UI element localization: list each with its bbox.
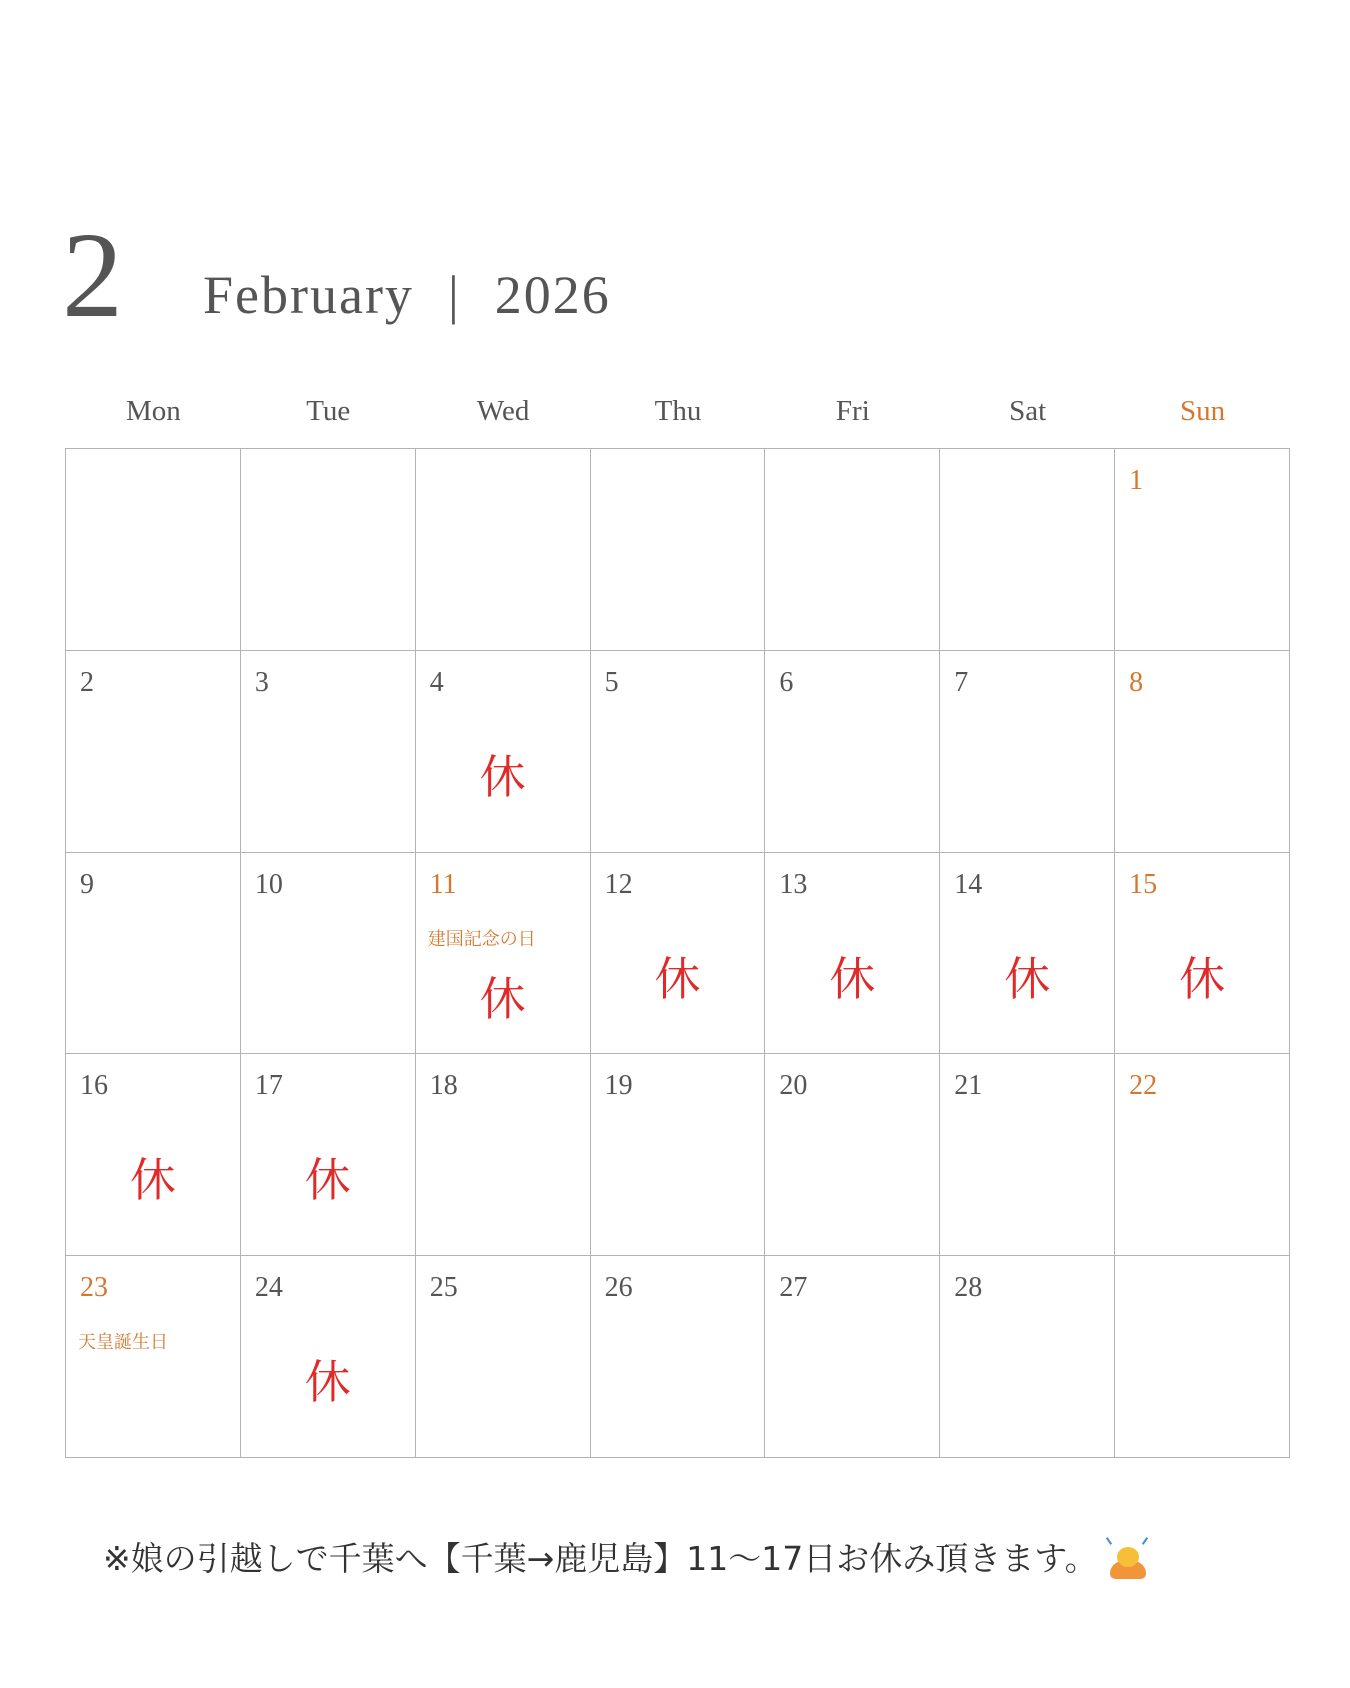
day-cell: [591, 853, 766, 1055]
day-number: 7: [954, 666, 969, 698]
person-bowing-icon: [1108, 1543, 1148, 1579]
weekday-thu: Thu: [654, 395, 702, 427]
day-cell: [1115, 1256, 1290, 1458]
day-cell: [416, 853, 591, 1055]
holiday-name: 建国記念の日: [427, 928, 536, 950]
day-number: 1: [1129, 465, 1144, 496]
day-cell: [66, 651, 241, 853]
weekday-wed: Wed: [476, 395, 530, 427]
day-number: 6: [779, 666, 794, 698]
day-number: 13: [779, 868, 808, 900]
closed-mark: 休: [479, 749, 526, 804]
day-cell: [591, 651, 766, 853]
day-number: 23: [80, 1272, 108, 1304]
day-cell: [416, 1256, 591, 1458]
day-number: 26: [604, 1272, 633, 1304]
day-cell: [241, 1256, 416, 1458]
day-cell: [66, 853, 241, 1055]
day-cell: [765, 1256, 940, 1458]
day-cell: [66, 1054, 241, 1256]
day-number: 3: [254, 666, 269, 698]
day-cell: [591, 1256, 766, 1458]
day-number: 24: [254, 1272, 283, 1304]
closed-mark: 休: [129, 1153, 176, 1208]
day-cell: [241, 853, 416, 1055]
closed-mark: 休: [829, 951, 876, 1006]
month-name: February: [203, 265, 414, 325]
day-cell: [765, 1054, 940, 1256]
weekday-sat: Sat: [1009, 395, 1047, 427]
day-number: 17: [254, 1070, 283, 1102]
day-number: 21: [954, 1070, 983, 1102]
day-cell: [765, 853, 940, 1055]
day-number: 8: [1129, 666, 1144, 698]
day-cell: [66, 449, 241, 651]
year: 2026: [494, 265, 611, 325]
day-cell: [940, 449, 1115, 651]
day-number: 18: [429, 1070, 458, 1102]
day-number: 11: [429, 868, 457, 900]
day-cell: [591, 1054, 766, 1256]
day-number: 15: [1129, 868, 1158, 900]
day-cell: [241, 1054, 416, 1256]
weekday-tue: Tue: [306, 395, 351, 427]
day-cell: [1115, 651, 1290, 853]
holiday-name: 天皇誕生日: [78, 1332, 168, 1354]
day-number: 28: [954, 1272, 983, 1304]
closed-mark: 休: [479, 971, 526, 1026]
day-number: 4: [429, 666, 444, 698]
weekday-fri: Fri: [835, 395, 870, 427]
day-cell: [241, 449, 416, 651]
day-cell: [1115, 1054, 1290, 1256]
day-cell: [765, 651, 940, 853]
day-cell: [765, 449, 940, 651]
closed-mark: 休: [1179, 951, 1226, 1006]
month-header: [203, 265, 611, 325]
closed-mark: 休: [304, 1153, 351, 1208]
closed-mark: 休: [654, 951, 701, 1006]
day-number: 5: [604, 666, 619, 698]
day-cell: [416, 1054, 591, 1256]
day-number: 20: [779, 1070, 808, 1102]
day-number: 27: [779, 1272, 808, 1304]
calendar-grid: [65, 448, 1290, 1458]
day-cell: [940, 853, 1115, 1055]
day-cell: [241, 651, 416, 853]
day-number: 12: [604, 868, 633, 900]
day-cell: [940, 651, 1115, 853]
day-cell: [1115, 449, 1290, 651]
day-number: 10: [254, 868, 283, 900]
day-number: 16: [80, 1070, 108, 1102]
day-cell: [940, 1256, 1115, 1458]
day-number: 2: [80, 666, 94, 698]
weekday-mon: Mon: [126, 395, 181, 427]
weekday-sun: Sun: [1180, 395, 1226, 427]
day-cell: [940, 1054, 1115, 1256]
month-number: 2: [62, 208, 123, 343]
weekday-row: [66, 395, 1290, 435]
day-number: 14: [954, 868, 983, 900]
day-cell: [66, 1256, 241, 1458]
day-cell: [591, 449, 766, 651]
closed-mark: 休: [304, 1355, 351, 1410]
header-separator: |: [447, 265, 461, 325]
day-cell: [1115, 853, 1290, 1055]
day-number: 22: [1129, 1070, 1158, 1102]
footer-note: [103, 1533, 1148, 1580]
day-number: 25: [429, 1272, 458, 1304]
day-cell: [416, 449, 591, 651]
footer-note-text: ※娘の引越しで千葉へ【千葉→鹿児島】11〜17日お休み頂きます。: [103, 1539, 1098, 1578]
day-cell: [416, 651, 591, 853]
closed-mark: 休: [1004, 951, 1051, 1006]
day-number: 19: [604, 1070, 633, 1102]
day-number: 9: [80, 868, 94, 900]
